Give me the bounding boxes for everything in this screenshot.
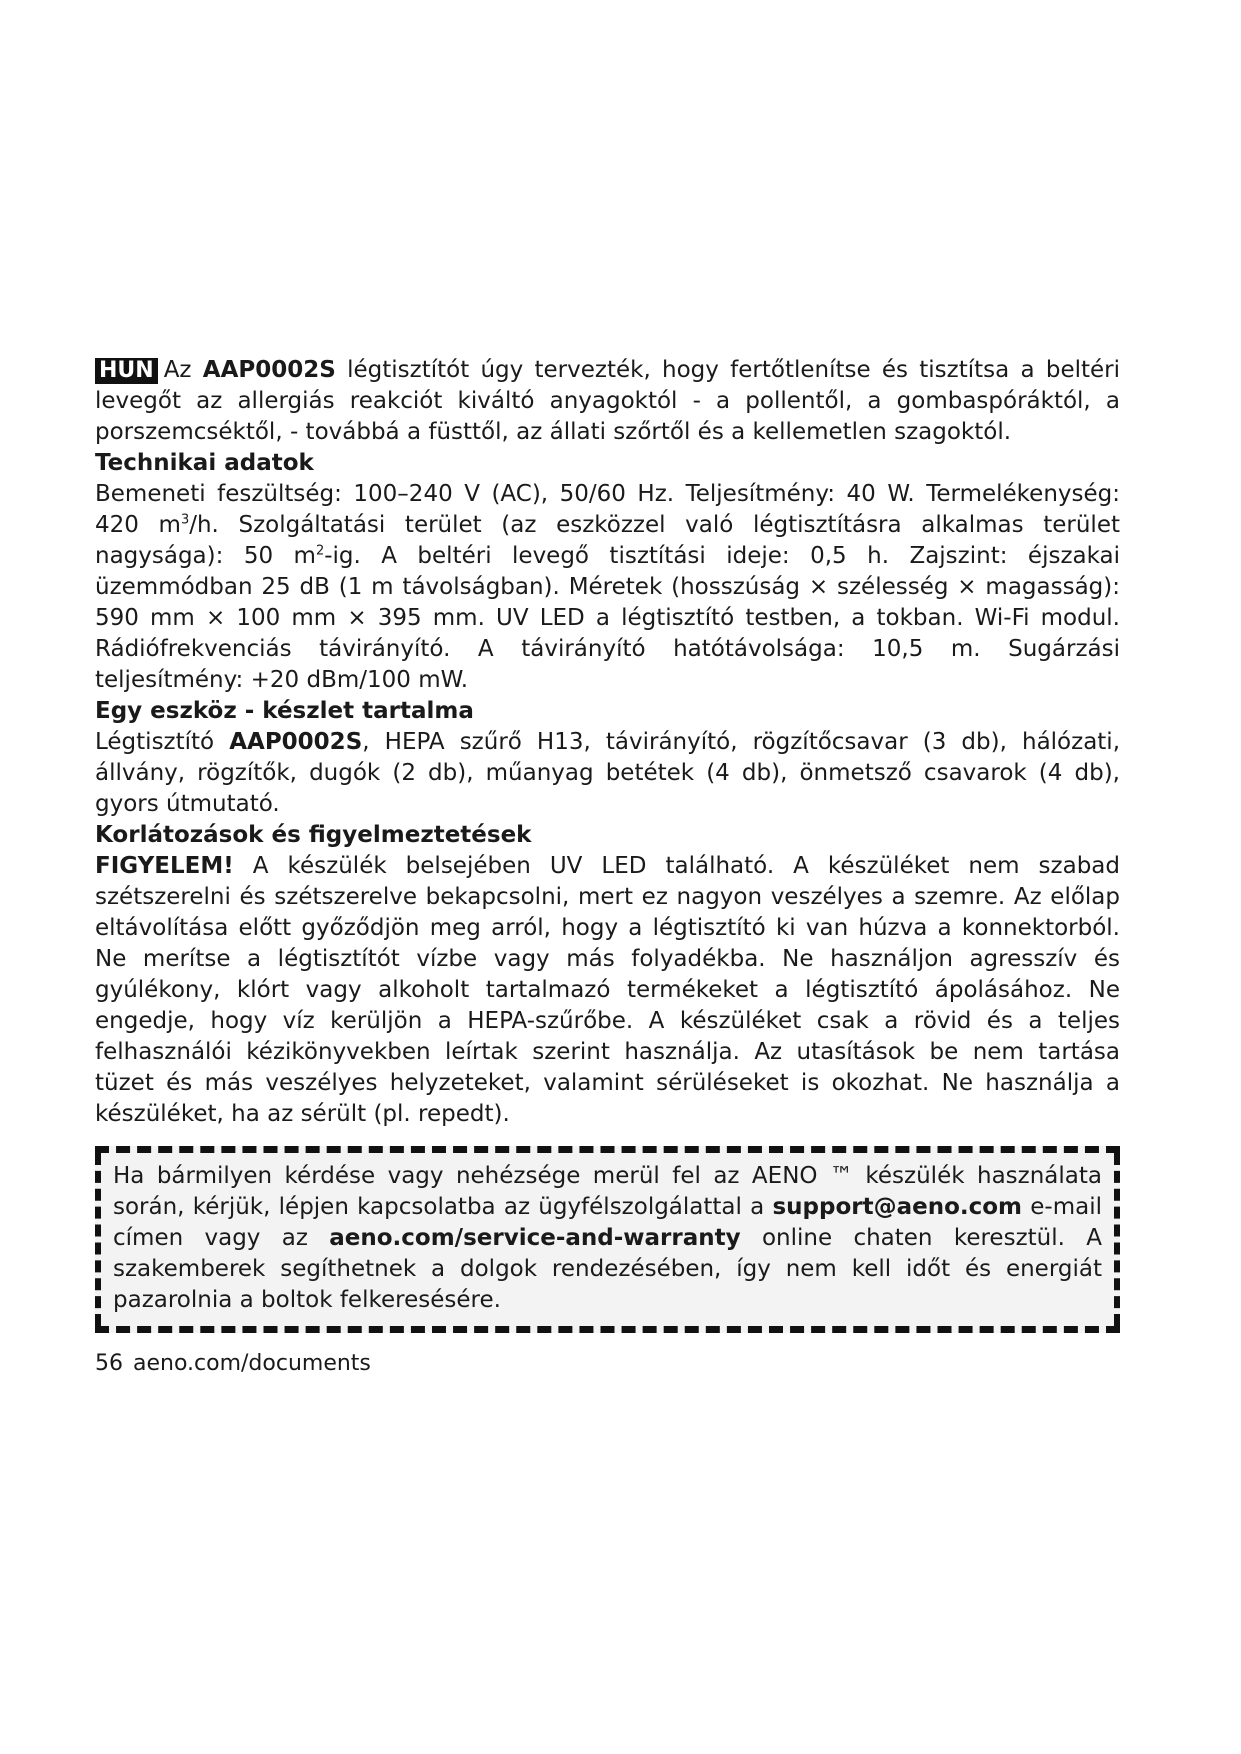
notice-text-1: Ha bármilyen kérdése vagy nehézsége merül fel az AENO ™ készülék használata során, kérjük, lépjen kapcsolatba az ügyfélszolgálattal a — [113, 1163, 1102, 1220]
manual-page — [95, 355, 1120, 1379]
language-badge: HUN — [95, 358, 158, 384]
intro-pre: Az — [163, 357, 192, 383]
technical-heading: Technikai adatok — [95, 450, 314, 476]
technical-text-2: /h. Szolgáltatási terület (az eszközzel való légtisztításra alkalmas terület nagysága): 50 m — [95, 512, 1120, 569]
technical-text-3: -ig. A beltéri levegő tisztítási ideje: 0,5 h. Zajszint: éjszakai üzemmódban 25 dB (1 m távolságban). Méretek (hosszúság × szélesség × magasság): 590 mm × 100 mm × 395 mm. UV LED a légtisztító testben, a tokban. Wi-Fi modul. Rádiófrekvenciás távirányító. A távirányító hatótávolsága: 10,5 m. Sugárzási teljesítmény: +20 dBm/100 mW. — [95, 543, 1121, 693]
kit-pre: Légtisztító — [95, 729, 215, 755]
page-number: 56 — [95, 1351, 123, 1376]
service-warranty-link[interactable]: aeno.com/service-and-warranty — [329, 1225, 741, 1251]
support-email-link[interactable]: support@aeno.com — [772, 1194, 1023, 1220]
intro-text: légtisztítót úgy tervezték, hogy fertőtlenítse és tisztítsa a beltéri levegőt az allergiás reakciót kiváltó anyagoktól - a pollentől, a gombaspóráktól, a porszemcséktől, - továbbá a füsttől, az állati szőrtől és a kellemetlen szagoktól. — [95, 357, 1121, 445]
intro-paragraph — [95, 355, 1120, 448]
documents-url[interactable]: aeno.com/documents — [133, 1351, 371, 1376]
warnings-heading: Korlátozások és figyelmeztetések — [95, 822, 532, 848]
page-footer — [95, 1349, 1120, 1379]
warning-lead: FIGYELEM! — [95, 853, 234, 879]
kit-text: , HEPA szűrő H13, távirányító, rögzítőcsavar (3 db), hálózati, állvány, rögzítők, dugók (2 db), műanyag betétek (4 db), önmetsző csavarok (4 db), gyors útmutató. — [95, 729, 1121, 817]
kit-heading: Egy eszköz - készlet tartalma — [95, 698, 474, 724]
technical-sup-2: 2 — [315, 543, 325, 559]
technical-text-1: Bemeneti feszültség: 100–240 V (AC), 50/60 Hz. Teljesítmény: 40 W. Termelékenység: 420 m — [95, 481, 1120, 538]
notice-text-2: e-mail címen vagy az — [113, 1194, 1102, 1251]
kit-paragraph — [95, 727, 1120, 820]
warnings-paragraph — [95, 851, 1120, 1130]
intro-model: AAP0002S — [202, 357, 336, 383]
kit-model: AAP0002S — [229, 729, 363, 755]
technical-sup-1: 3 — [180, 512, 190, 528]
technical-paragraph — [95, 479, 1120, 696]
support-notice-box — [95, 1146, 1120, 1333]
support-notice-text — [113, 1161, 1102, 1316]
notice-text-3: online chaten keresztül. A szakemberek segíthetnek a dolgok rendezésében, így nem kell időt és energiát pazarolnia a boltok felkeresésére. — [113, 1225, 1102, 1313]
warnings-text: A készülék belsejében UV LED található. A készüléket nem szabad szétszerelni és szétszerelve bekapcsolni, mert ez nagyon veszélyes a szemre. Az előlap eltávolítása előtt győződjön meg arról, hogy a légtisztító ki van húzva a konnektorból. Ne merítse a légtisztítót vízbe vagy más folyadékba. Ne használjon agresszív és gyúlékony, klórt vagy alkoholt tartalmazó termékeket a légtisztító ápolásához. Ne engedje, hogy víz kerüljön a HEPA-szűrőbe. A készüléket csak a rövid és a teljes felhasználói kézikönyvekben leírtak szerint használja. Az utasítások be nem tartása tüzet és más veszélyes helyzeteket, valamint sérüléseket is okozhat. Ne használja a készüléket, ha az sérült (pl. repedt). — [95, 853, 1120, 1127]
